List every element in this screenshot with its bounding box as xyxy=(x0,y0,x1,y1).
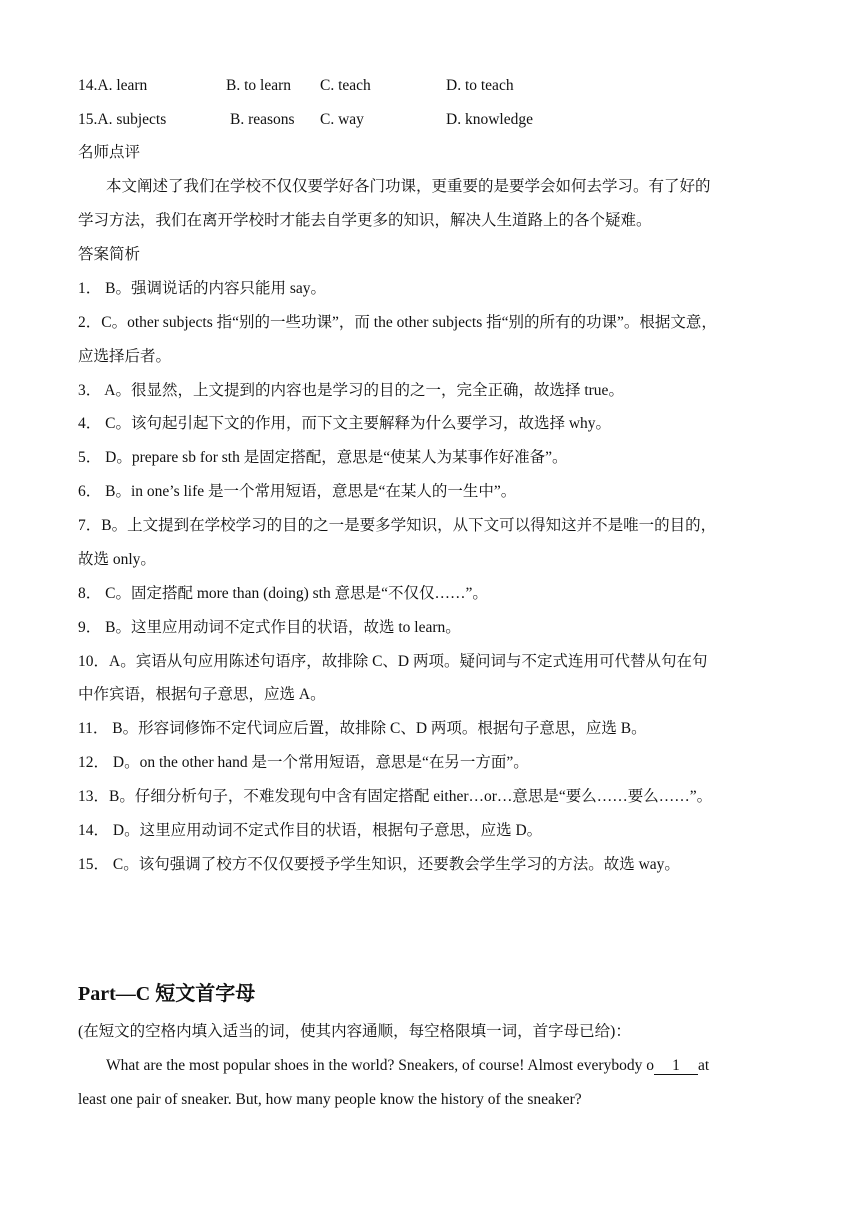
comment-line-2: 学习方法，我们在离开学校时才能去自学更多的知识，解决人生道路上的各个疑难。 xyxy=(78,212,652,229)
part-c-paragraph-line-1 xyxy=(106,1056,784,1076)
option-15-c: C. way xyxy=(320,111,364,128)
answer-1: 1． B。强调说话的内容只能用 say。 xyxy=(78,280,327,297)
option-14-d: D. to teach xyxy=(446,77,514,94)
comment-line-1: 本文阐述了我们在学校不仅仅要学好各门功课，更重要的是要学会如何去学习。有了好的 xyxy=(106,178,711,195)
answers-heading: 答案简析 xyxy=(78,246,141,263)
option-14-b: B. to learn xyxy=(226,77,291,94)
blank-1[interactable]: 1 xyxy=(654,1058,698,1075)
answer-12: 12． D。on the other hand 是一个常用短语，意思是“在另一方面”。 xyxy=(78,754,529,771)
option-14-a: 14.A. learn xyxy=(78,77,148,94)
answer-2-line-1: 2．C。other subjects 指“别的一些功课”，而 the other subjects 指“别的所有的功课”。根据文意， xyxy=(78,314,717,331)
part-c-title: Part—C 短文首字母 xyxy=(78,983,256,1005)
part-c-text-before-blank: What are the most popular shoes in the world? Sneakers, of course! Almost everybody o xyxy=(106,1057,654,1074)
answer-9: 9． B。这里应用动词不定式作目的状语，故选 to learn。 xyxy=(78,619,461,636)
answer-7-line-2: 故选 only。 xyxy=(78,551,156,568)
option-15-a: 15.A. subjects xyxy=(78,111,167,128)
part-c-paragraph-line-2: least one pair of sneaker. But, how many people know the history of the sneaker? xyxy=(78,1091,582,1108)
answer-2-line-2: 应选择后者。 xyxy=(78,348,172,365)
answer-3: 3． A。很显然，上文提到的内容也是学习的目的之一，完全正确，故选择 true。 xyxy=(78,382,624,399)
answer-5: 5． D。prepare sb for sth 是固定搭配，意思是“使某人为某事作好准备”。 xyxy=(78,449,568,466)
answer-13: 13．B。仔细分析句子，不难发现句中含有固定搭配 either…or…意思是“要么……要么……”。 xyxy=(78,788,713,805)
option-15-b: B. reasons xyxy=(230,111,295,128)
answer-15: 15． C。该句强调了校方不仅仅要授予学生知识，还要教会学生学习的方法。故选 way。 xyxy=(78,856,680,873)
option-15-d: D. knowledge xyxy=(446,111,533,128)
part-c-instruction: (在短文的空格内填入适当的词，使其内容通顺，每空格限填一词，首字母已给)： xyxy=(78,1023,631,1040)
answer-10-line-2: 中作宾语，根据句子意思，应选 A。 xyxy=(78,686,326,703)
answer-8: 8． C。固定搭配 more than (doing) sth 意思是“不仅仅……”。 xyxy=(78,585,488,602)
answer-4: 4． C。该句起引起下文的作用，而下文主要解释为什么要学习，故选择 why。 xyxy=(78,415,612,432)
answer-6: 6． B。in one’s life 是一个常用短语，意思是“在某人的一生中”。 xyxy=(78,483,517,500)
answer-11: 11． B。形容词修饰不定代词应后置，故排除 C、D 两项。根据句子意思，应选 B。 xyxy=(78,720,647,737)
comment-heading: 名师点评 xyxy=(78,144,141,161)
answer-10-line-1: 10．A。宾语从句应用陈述句语序，故排除 C、D 两项。疑问词与不定式连用可代替从句在句 xyxy=(78,653,708,670)
option-14-c: C. teach xyxy=(320,77,371,94)
answer-14: 14． D。这里应用动词不定式作目的状语，根据句子意思，应选 D。 xyxy=(78,822,543,839)
part-c-text-after-blank: at xyxy=(697,1057,710,1074)
answer-7-line-1: 7．B。上文提到在学校学习的目的之一是要多学知识，从下文可以得知这并不是唯一的目的， xyxy=(78,517,717,534)
